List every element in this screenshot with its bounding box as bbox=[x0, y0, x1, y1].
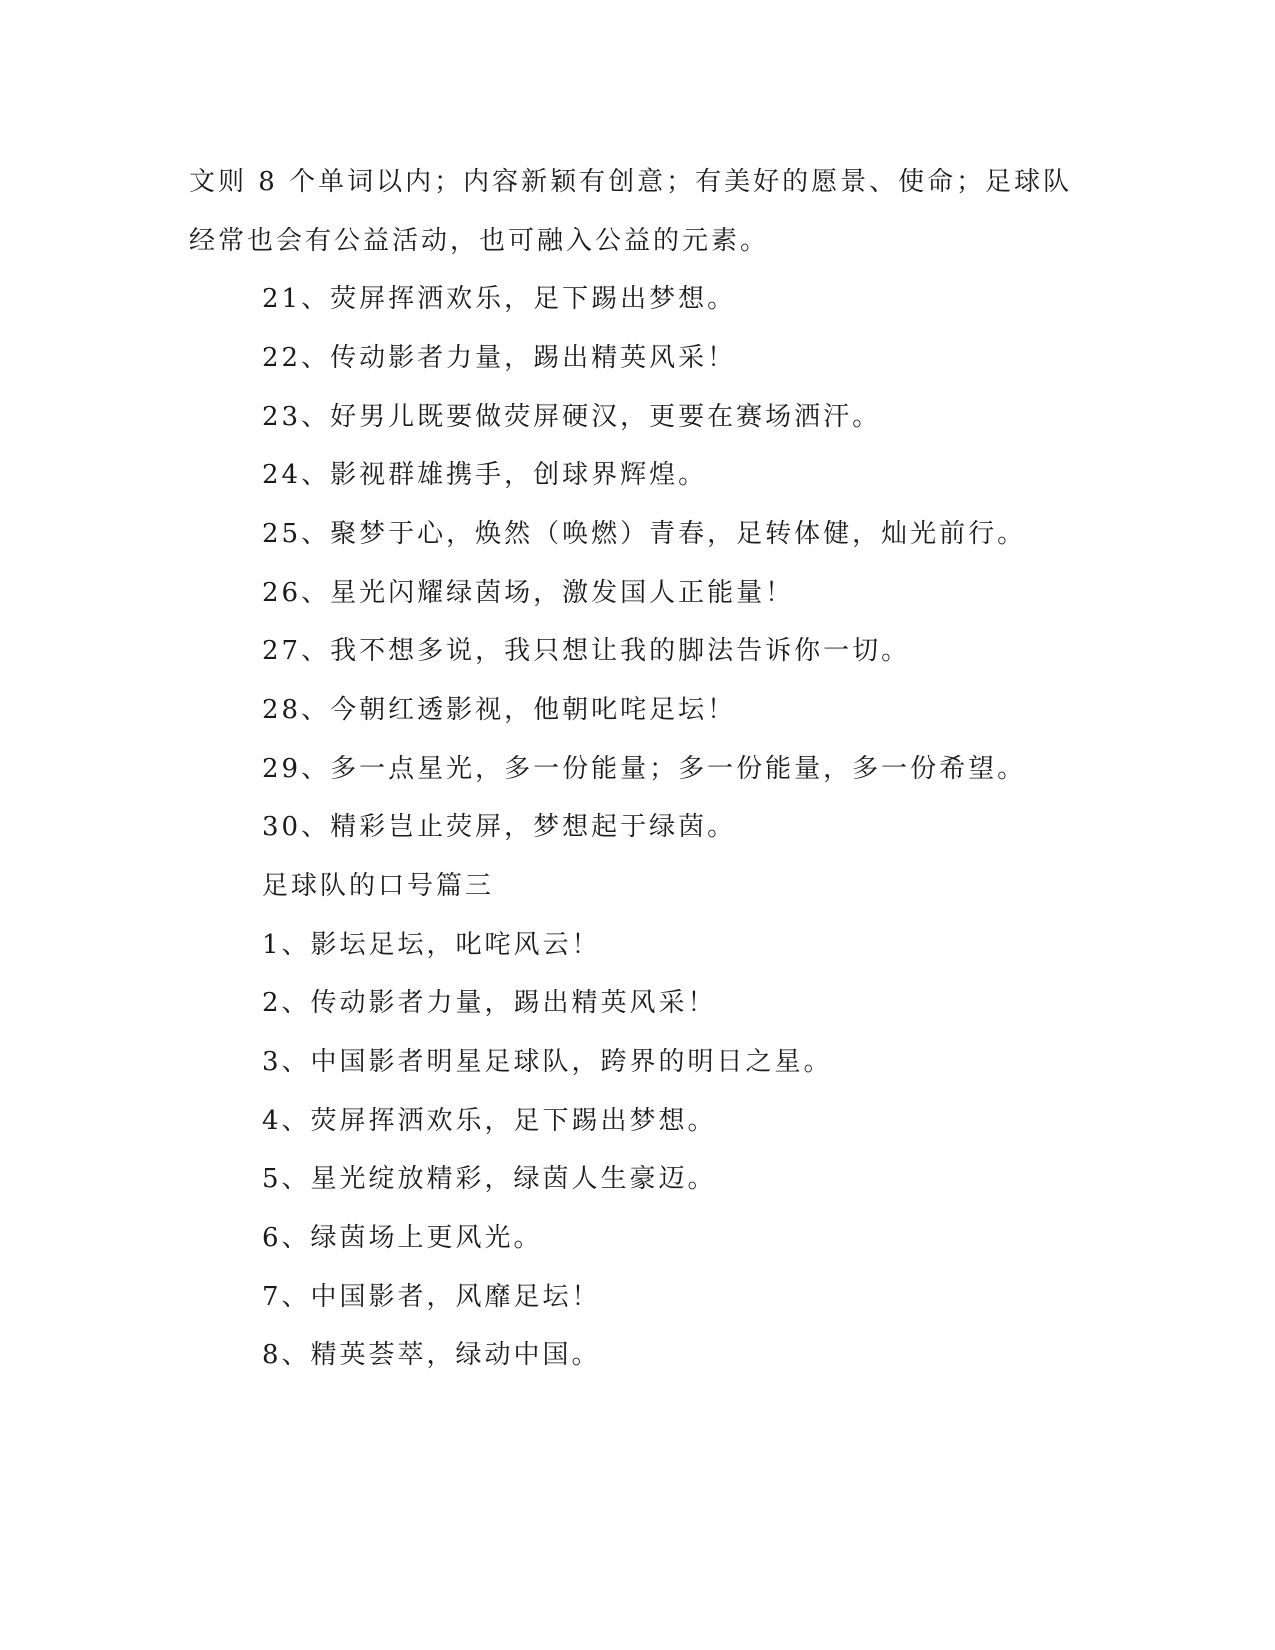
slogan-26: 26、星光闪耀绿茵场，激发国人正能量！ bbox=[262, 578, 795, 608]
slogan-6: 6、绿茵场上更风光。 bbox=[262, 1223, 543, 1253]
slogan-4: 4、荧屏挥洒欢乐，足下踢出梦想。 bbox=[262, 1106, 717, 1136]
slogan-24: 24、影视群雄携手，创球界辉煌。 bbox=[262, 460, 708, 490]
slogan-3: 3、中国影者明星足球队，跨界的明日之星。 bbox=[262, 1047, 833, 1077]
intro-line-1: 文则 8 个单词以内；内容新颖有创意；有美好的愿景、使命；足球队 bbox=[189, 167, 1073, 197]
section-heading: 足球队的口号篇三 bbox=[262, 871, 495, 901]
slogan-5: 5、星光绽放精彩，绿茵人生豪迈。 bbox=[262, 1164, 717, 1194]
slogan-2: 2、传动影者力量，踢出精英风采！ bbox=[262, 988, 717, 1018]
slogan-27: 27、我不想多说，我只想让我的脚法告诉你一切。 bbox=[262, 636, 911, 666]
slogan-30: 30、精彩岂止荧屏，梦想起于绿茵。 bbox=[262, 812, 737, 842]
slogan-7: 7、中国影者，风靡足坛！ bbox=[262, 1282, 601, 1312]
slogan-22: 22、传动影者力量，踢出精英风采！ bbox=[262, 343, 737, 373]
slogan-25: 25、聚梦于心，焕然（唤燃）青春，足转体健，灿光前行。 bbox=[262, 519, 1027, 549]
slogan-21: 21、荧屏挥洒欢乐，足下踢出梦想。 bbox=[262, 284, 737, 314]
intro-line-2: 经常也会有公益活动，也可融入公益的元素。 bbox=[189, 226, 770, 256]
slogan-23: 23、好男儿既要做荧屏硬汉，更要在赛场洒汗。 bbox=[262, 402, 882, 432]
slogan-28: 28、今朝红透影视，他朝叱咤足坛！ bbox=[262, 695, 737, 725]
slogan-1: 1、影坛足坛，叱咤风云！ bbox=[262, 930, 601, 960]
slogan-8: 8、精英荟萃，绿动中国。 bbox=[262, 1340, 601, 1370]
slogan-29: 29、多一点星光，多一份能量；多一份能量，多一份希望。 bbox=[262, 754, 1027, 784]
